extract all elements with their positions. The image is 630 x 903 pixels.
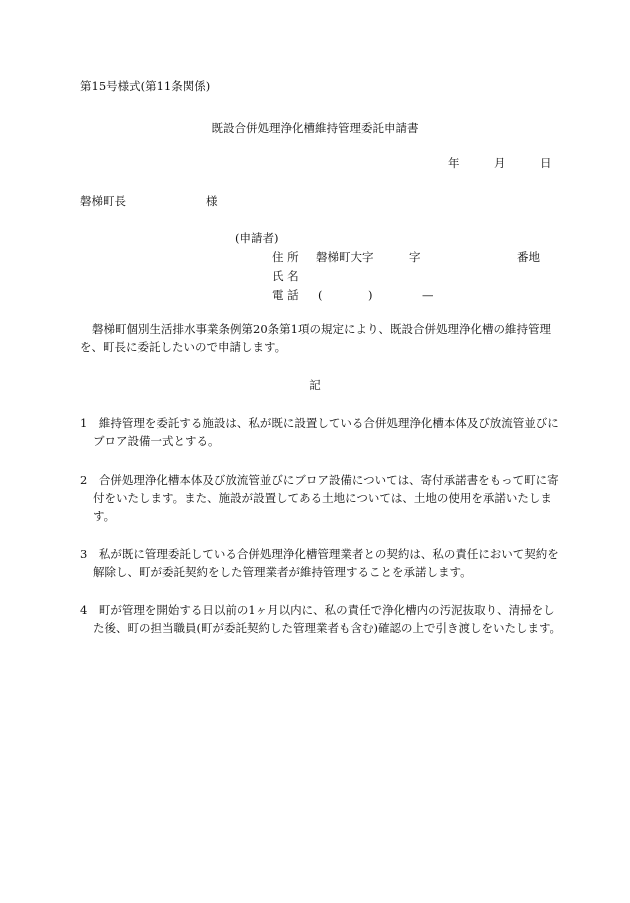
addressee-honorific: 様	[206, 194, 218, 208]
document-title: 既設合併処理浄化槽維持管理委託申請書	[211, 121, 419, 135]
intro-paragraph: 磐梯町個別生活排水事業条例第20条第1項の規定により、既設合併処理浄化槽の維持管理を、町長に委託したいので申請します。	[80, 322, 551, 354]
form-number: 第15号様式(第11条関係)	[80, 79, 211, 93]
list-item: 4 町が管理を開始する日以前の1ヶ月以内に、私の責任で浄化槽内の汚泥抜取り、清掃をした後、町の担当職員(町が委託契約した管理業者も含む)確認の上で引き渡しをいたします。	[80, 603, 562, 635]
date-month: 月	[494, 156, 506, 170]
ki-heading: 記	[309, 378, 321, 392]
address-aza: 字	[409, 250, 421, 264]
list-item: 2 合併処理浄化槽本体及び放流管並びにブロア設備については、寄付承諾書をもって町に寄付をいたします。また、施設が設置してある土地については、土地の使用を承諾いたします。	[80, 473, 559, 523]
applicant-heading: (申請者)	[235, 231, 279, 245]
phone-open-paren: (	[318, 288, 323, 302]
name-label: 氏 名	[272, 269, 299, 283]
address-label: 住 所	[272, 250, 299, 264]
date-day: 日	[540, 156, 552, 170]
phone-dash: —	[422, 288, 434, 302]
phone-close-paren: )	[368, 288, 373, 302]
address-banchi: 番地	[517, 250, 540, 264]
addressee-name: 磐梯町長	[80, 194, 126, 208]
list-item: 1 維持管理を委託する施設は、私が既に設置している合併処理浄化槽本体及び放流管並びにブロア設備一式とする。	[80, 416, 559, 448]
date-year: 年	[448, 156, 460, 170]
phone-label: 電 話	[272, 288, 299, 302]
address-town: 磐梯町大字	[316, 250, 374, 264]
list-item: 3 私が既に管理委託している合併処理浄化槽管理業者との契約は、私の責任において契約を解除し、町が委託契約をした管理業者が維持管理することを承諾します。	[80, 547, 559, 579]
